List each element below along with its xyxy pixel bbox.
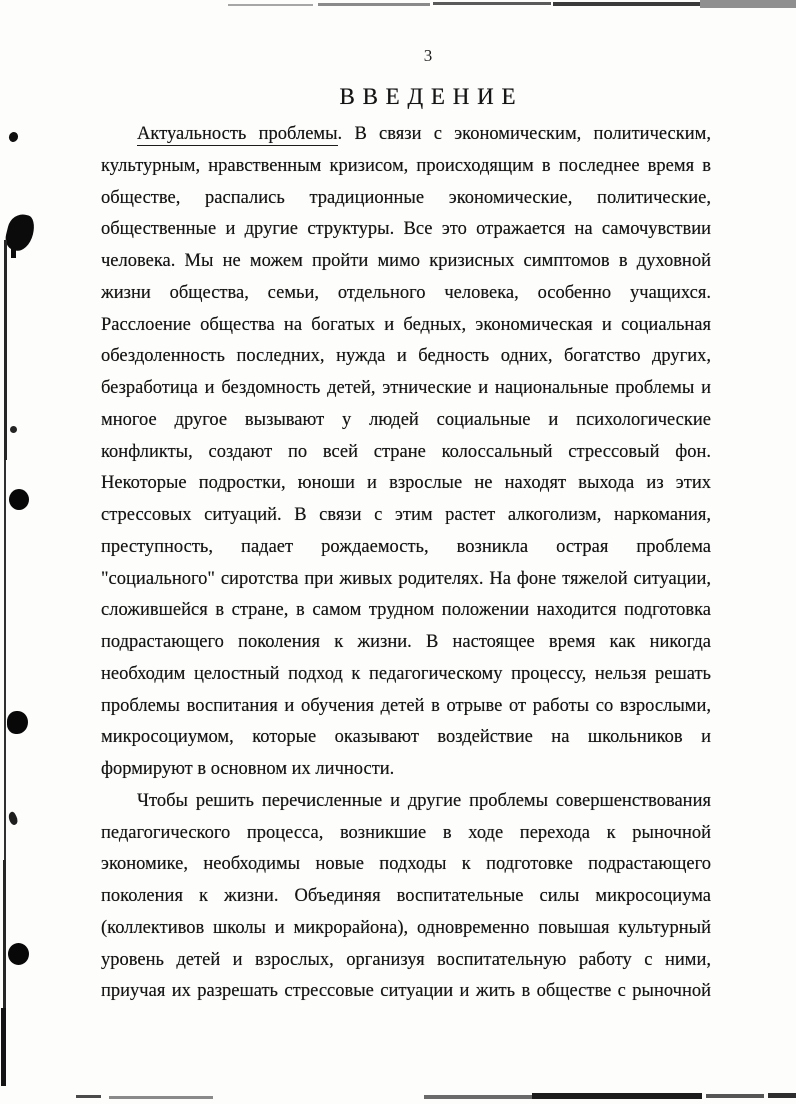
scan-edge-fragment-bottom	[706, 1094, 764, 1098]
scan-edge-fragment-bottom	[768, 1093, 796, 1098]
scan-edge-fragment-bottom	[424, 1095, 532, 1099]
text-line: общественные и другие структуры. Все это отражается на самочувствии	[101, 219, 711, 240]
text-line: человека. Мы не можем пройти мимо кризисных симптомов в духовной	[101, 251, 711, 271]
ink-speck	[10, 426, 17, 433]
ink-blob	[3, 211, 37, 253]
text-line: подрастающего поколения к жизни. В настоящее время как никогда	[101, 632, 711, 652]
binding-hole	[9, 489, 29, 510]
scan-fold-line	[4, 460, 6, 860]
text-line: обществе, распались традиционные экономические, политические,	[101, 187, 711, 208]
text-line: "социального" сиротства при живых родителях. На фоне тяжелой ситуации,	[101, 568, 711, 589]
ink-blob-tail	[11, 248, 16, 258]
text-line	[101, 119, 711, 151]
text-line: Расслоение общества на богатых и бедных, экономическая и социальная	[101, 314, 711, 335]
underlined-phrase: Актуальность проблемы	[137, 124, 338, 144]
text-line: формируют в основном их личности.	[101, 759, 395, 779]
scan-edge-bar-top-right	[700, 0, 796, 8]
binding-hole	[8, 943, 29, 965]
scan-edge-fragment-top	[228, 4, 313, 6]
page-number: 3	[423, 46, 433, 65]
scan-fold-line	[4, 240, 7, 460]
scan-edge-fragment-top	[318, 3, 430, 6]
text-line: уровень детей и взрослых, организуя воспитательную работу с ними,	[101, 949, 711, 970]
text-line: необходим целостный подход к педагогическому процессу, нельзя решать	[101, 663, 711, 684]
text-line: стрессовых ситуаций. В связи с этим растет алкоголизм, наркомания,	[101, 505, 711, 525]
scan-edge-fragment-bottom	[532, 1093, 702, 1099]
scan-edge-fragment-top	[553, 2, 701, 6]
text-line: Некоторые подростки, юноши и взрослые не находят выхода из этих	[101, 473, 711, 494]
text-line: экономике, необходимы новые подходы к подготовке подрастающего	[101, 854, 711, 875]
scan-fold-line	[1, 1008, 6, 1086]
scan-edge-fragment-bottom	[109, 1096, 213, 1099]
text-line: конфликты, создают по всей стране колоссальный стрессовый фон.	[101, 441, 711, 462]
text-line: преступность, падает рождаемость, возникла острая проблема	[101, 536, 711, 557]
page-body	[101, 119, 711, 1008]
ink-speck	[6, 811, 19, 826]
text-line: проблемы воспитания и обучения детей в отрыве от работы со взрослыми,	[101, 695, 711, 716]
section-title: В В Е Д Е Н И Е	[339, 84, 517, 109]
text-line: приучая их разрешать стрессовые ситуации и жить в обществе с рыночной	[101, 981, 711, 1002]
scan-edge-fragment-top	[433, 2, 551, 5]
text-line: безработица и бездомность детей, этнические и национальные проблемы и	[101, 378, 711, 398]
text-line: культурным, нравственным кризисом, происходящим в последнее время в	[101, 155, 711, 176]
text-line: сложившейся в стране, в самом трудном положении находится подготовка	[101, 600, 711, 621]
text-line: поколения к жизни. Объединяя воспитательные силы микросоциума	[101, 886, 711, 906]
binding-hole	[7, 711, 28, 734]
text-line: многое другое вызывают у людей социальные и психологические	[101, 409, 711, 430]
text-line: жизни общества, семьи, отдельного человека, особенно учащихся.	[101, 282, 711, 303]
text-line: микросоциумом, которые оказывают воздействие на школьников и	[101, 727, 711, 748]
scan-fold-line	[3, 860, 6, 1010]
scan-edge-fragment-bottom	[76, 1095, 101, 1098]
line-text: . В связи с экономическим, политическим,	[337, 124, 711, 144]
text-line: Чтобы решить перечисленные и другие проблемы совершенствования	[137, 790, 711, 811]
text-line: педагогического процесса, возникшие в ходе перехода к рыночной	[101, 822, 711, 843]
text-line: обездоленность последних, нужда и бедность одних, богатство других,	[101, 346, 711, 367]
text-line: (коллективов школы и микрорайона), одновременно повышая культурный	[101, 917, 711, 938]
ink-speck	[8, 131, 20, 143]
